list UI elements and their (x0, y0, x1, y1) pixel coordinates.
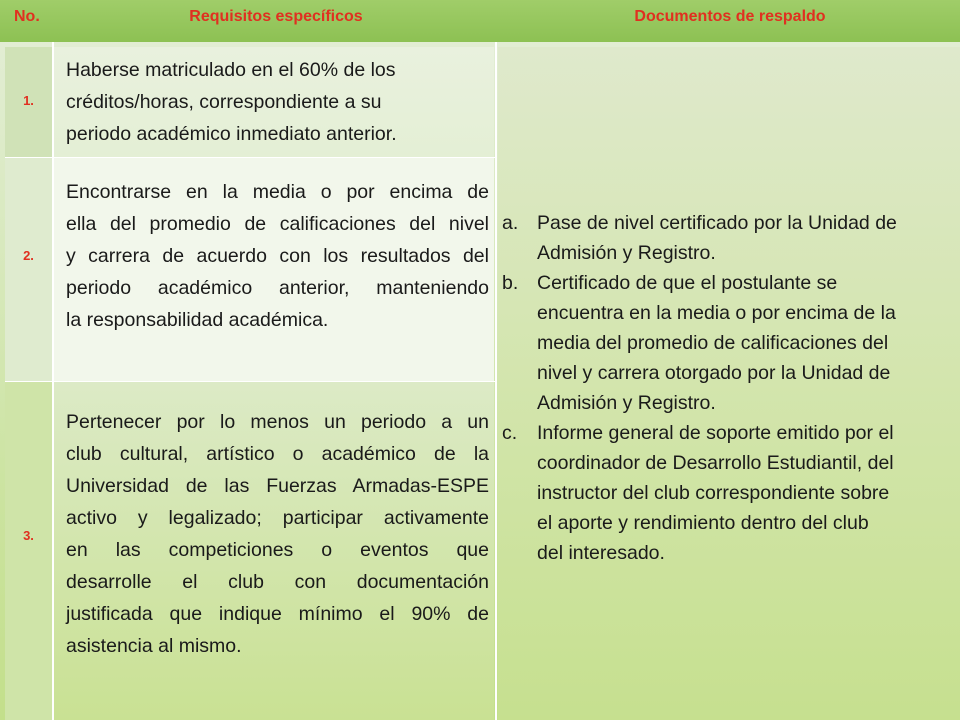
row-3-number-cell (5, 382, 52, 720)
row-2-number: 2. (23, 248, 34, 263)
document-label: c. (502, 422, 518, 444)
grid-line (5, 381, 495, 382)
row-1-requirement-text: Haberse matriculado en el 60% de los créditos/horas, correspondiente a su periodo académico inmediato anterior. (66, 59, 397, 145)
document-item-a: a. Pase de nivel certificado por la Unidad de Admisión y Registro. (502, 208, 952, 268)
header-documentos: Documentos de respaldo (634, 8, 826, 25)
row-1-number: 1. (23, 93, 34, 108)
row-1-number-cell (5, 47, 52, 157)
document-label: b. (502, 272, 519, 294)
grid-line (495, 42, 497, 720)
document-item-b: b. Certificado de que el postulante se encuentra en la media o por encima de la media del promedio de calificaciones del nivel y carrera otorgado por la Unidad de Admisión y Registro. (502, 268, 952, 418)
row-3-number: 3. (23, 528, 34, 543)
row-3-requirement-text: Pertenecer por lo menos un periodo a un club cultural, artístico o académico de la Universidad de las Fuerzas Armadas-ESPE activo y legalizado; participar activamente en las competiciones o eventos que desarrolle el club con documentación justificada que indique mínimo el 90% de asistencia al mismo. (66, 411, 489, 657)
document-item-c: c. Informe general de soporte emitido por el coordinador de Desarrollo Estudiantil, del instructor del club correspondiente sobre el aporte y rendimiento dentro del club del interesado. (502, 418, 952, 568)
document-label: a. (502, 212, 519, 234)
table-header (0, 0, 960, 42)
row-2-number-cell (5, 158, 52, 381)
grid-line (5, 157, 495, 158)
header-requisitos: Requisitos específicos (189, 8, 363, 25)
documents-list (502, 208, 952, 568)
header-no: No. (14, 8, 40, 25)
row-2-requirement-text: Encontrarse en la media o por encima de ella del promedio de calificaciones del nivel y carrera de acuerdo con los resultados del periodo académico anterior, manteniendo la responsabilidad académica. (66, 181, 489, 331)
